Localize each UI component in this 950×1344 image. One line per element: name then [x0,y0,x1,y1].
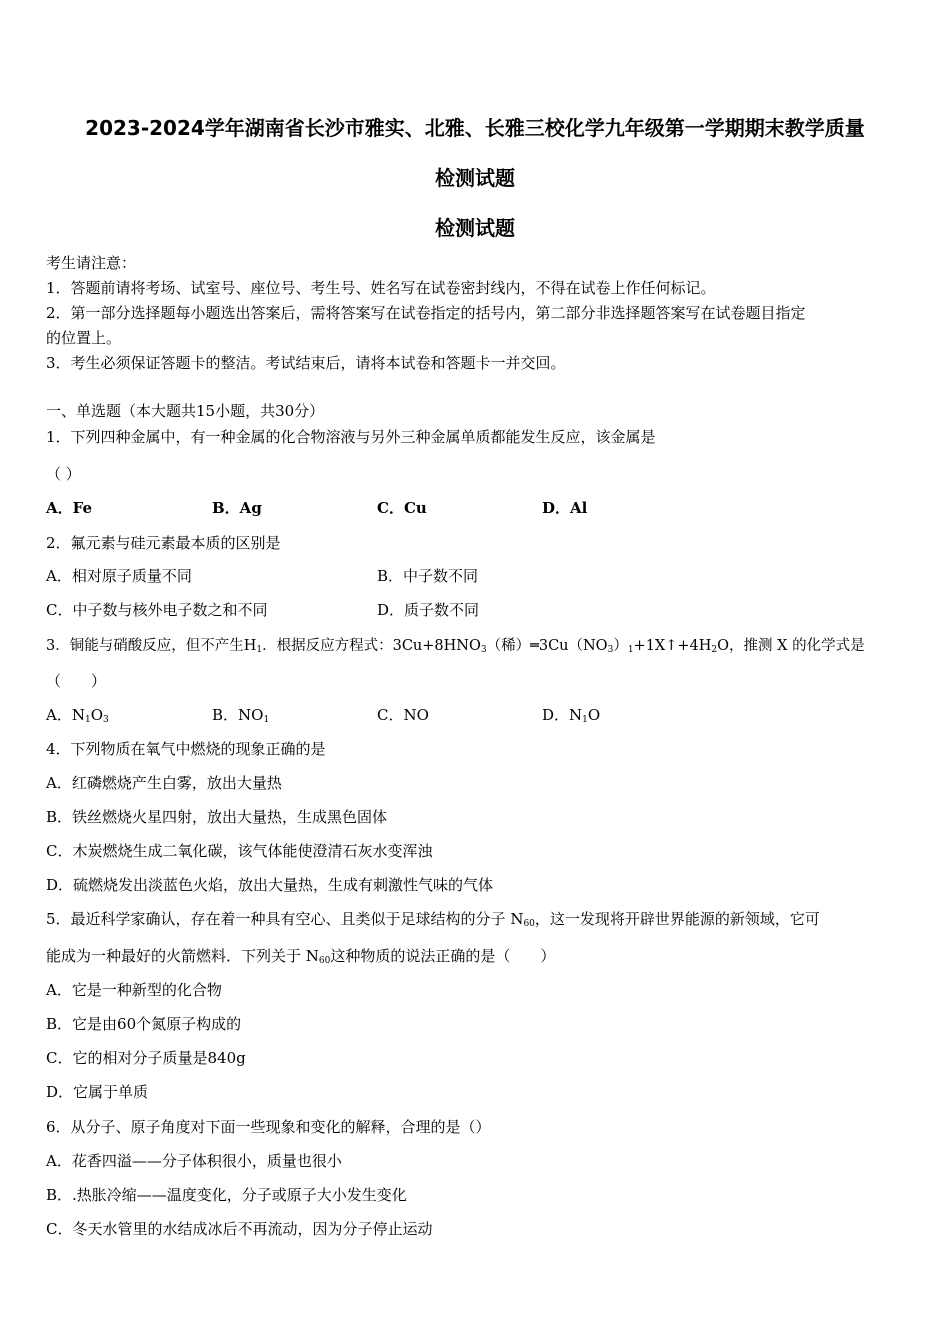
q2-option-b: B．中子数不同 [377,567,479,585]
q6-option-a: A．花香四溢——分子体积很小，质量也很小 [46,1152,342,1170]
q3-option-a: A．$N_1O_3$ [46,706,109,725]
notice-item: 2．第一部分选择题每小题选出答案后，需将答案写在试卷指定的括号内，第二部分非选择题答案写在试卷题目指定 [46,304,806,322]
q4-option-c: C．木炭燃烧生成二氧化碳，该气体能使澄清石灰水变浑浊 [46,842,433,860]
question-2-stem: 2．氟元素与硅元素最本质的区别是 [46,534,281,552]
question-3-stem: 3．铜能与硝酸反应，但不产生$H_1$．根据反应方程式：$3Cu+8HNO_3$（稀）$═3Cu(NO_3)_1+1X↑+4H_2O$，推测 X 的化学式是 [46,638,865,655]
q6-option-c: C．冬天水管里的水结成冰后不再流动，因为分子停止运动 [46,1220,433,1238]
q1-option-c: C．Cu [377,499,427,517]
q2-option-d: D．质子数不同 [377,601,480,619]
q1-option-b: B．Ag [212,499,262,517]
question-1-paren: （ ） [46,465,81,483]
notice-item: 的位置上。 [46,329,122,347]
q5-option-b: B．它是由60个氮原子构成的 [46,1015,242,1033]
question-1-stem: 1．下列四种金属中，有一种金属的化合物溶液与另外三种金属单质都能发生反应，该金属是 [46,428,656,446]
q3-option-b: B．$NO_1$ [212,706,270,725]
question-6-stem: 6．从分子、原子角度对下面一些现象和变化的解释，合理的是（） [46,1118,491,1136]
question-5-stem-cont: 能成为一种最好的火箭燃料．下列关于 $N_{60}$这种物质的说法正确的是（ ） [46,947,556,966]
q2-option-a: A．相对原子质量不同 [46,567,192,585]
notice-item: 1．答题前请将考场、试室号、座位号、考生号、姓名写在试卷密封线内，不得在试卷上作任何标记。 [46,279,716,297]
q5-option-d: D．它属于单质 [46,1083,149,1101]
q4-option-b: B．铁丝燃烧火星四射，放出大量热，生成黑色固体 [46,808,388,826]
page-subtitle: 检测试题 [435,216,515,240]
q3-option-c: C．NO [377,706,429,724]
q4-option-d: D．硫燃烧发出淡蓝色火焰，放出大量热，生成有刺激性气味的气体 [46,876,494,894]
q5-option-a: A．它是一种新型的化合物 [46,981,222,999]
notice-heading: 考生请注意： [46,254,137,272]
notice-item: 3．考生必须保证答题卡的整洁。考试结束后，请将本试卷和答题卡一并交回。 [46,354,566,372]
question-4-stem: 4．下列物质在氧气中燃烧的现象正确的是 [46,740,326,758]
q1-option-a: A．Fe [46,499,93,517]
q6-option-b: B．.热胀冷缩——温度变化，分子或原子大小发生变化 [46,1186,407,1204]
page-title: 2023-2024学年湖南省长沙市雅实、北雅、长雅三校化学九年级第一学期期末教学质量 [85,116,865,140]
q4-option-a: A．红磷燃烧产生白雾，放出大量热 [46,774,282,792]
q3-option-d: D．$N_1O$ [542,706,601,725]
q1-option-d: D．Al [542,499,588,517]
question-5-stem: 5．最近科学家确认，存在着一种具有空心、且类似于足球结构的分子 $N_{60}$，这一发现将开辟世界能源的新领域，它可 [46,910,820,929]
section-heading: 一、单选题（本大题共15小题，共30分） [46,402,325,420]
q2-option-c: C．中子数与核外电子数之和不同 [46,601,268,619]
page-title-line2: 检测试题 [435,166,515,190]
question-3-paren: （ ） [46,672,107,690]
q5-option-c: C．它的相对分子质量是840g [46,1049,246,1067]
